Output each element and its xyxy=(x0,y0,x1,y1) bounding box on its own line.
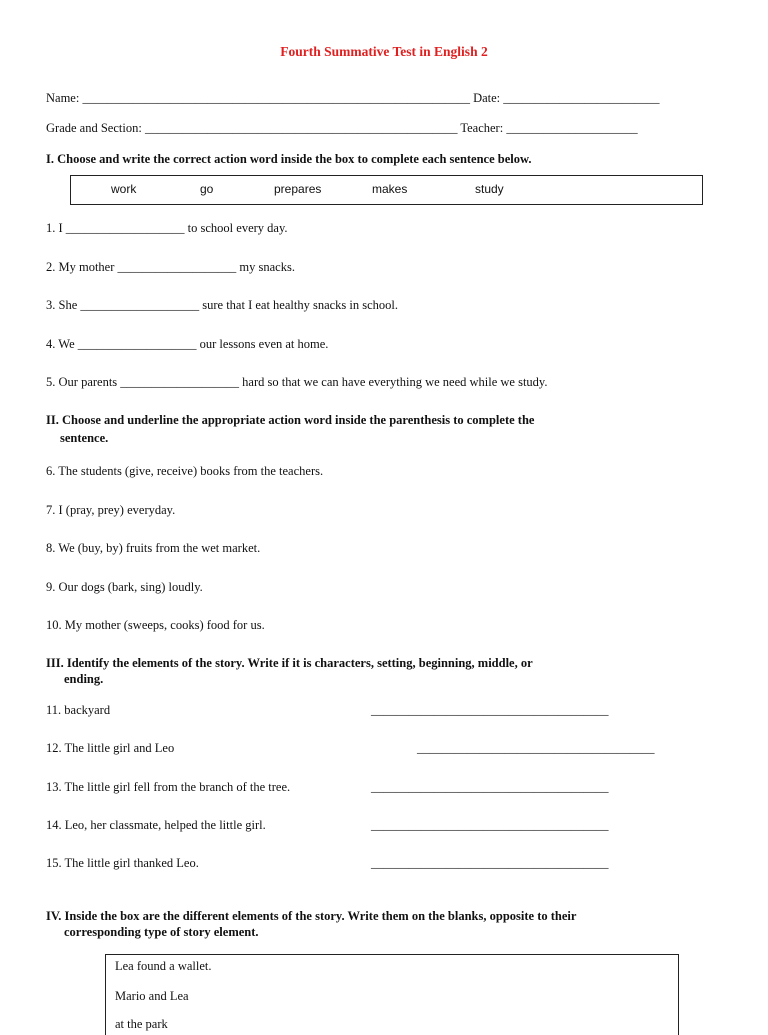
date-label: Date: xyxy=(473,91,501,105)
choice-work: work xyxy=(111,182,137,196)
grade-field xyxy=(46,121,638,136)
question-4[interactable]: 4. We ___________________ our lessons even at home. xyxy=(46,337,329,351)
story-element-3: at the park xyxy=(115,1017,168,1031)
section2-instruction-line2: sentence. xyxy=(60,431,109,445)
answer-blank-11[interactable]: ______________________________________ xyxy=(371,703,609,717)
question-12: 12. The little girl and Leo xyxy=(46,741,175,755)
word-choice-box xyxy=(70,175,703,205)
question-2[interactable]: 2. My mother ___________________ my snacks. xyxy=(46,260,295,274)
question-1[interactable]: 1. I ___________________ to school every day. xyxy=(46,221,288,235)
answer-blank-14[interactable]: ______________________________________ xyxy=(371,818,609,832)
grade-label: Grade and Section: xyxy=(46,121,142,135)
question-9[interactable]: 9. Our dogs (bark, sing) loudly. xyxy=(46,580,203,594)
question-5[interactable]: 5. Our parents ___________________ hard so that we can have everything we need while we study. xyxy=(46,375,548,389)
grade-blank[interactable]: __________________________________________________ xyxy=(144,121,458,135)
question-13: 13. The little girl fell from the branch of the tree. xyxy=(46,780,291,794)
question-15: 15. The little girl thanked Leo. xyxy=(46,856,199,870)
date-blank[interactable]: _________________________ xyxy=(503,91,660,105)
page-title: Fourth Summative Test in English 2 xyxy=(280,44,488,59)
story-element-2: Mario and Lea xyxy=(115,989,189,1003)
section3-instruction-line2: ending. xyxy=(64,672,104,686)
answer-blank-13[interactable]: ______________________________________ xyxy=(371,780,609,794)
question-3[interactable]: 3. She ___________________ sure that I eat healthy snacks in school. xyxy=(46,298,399,312)
teacher-label: Teacher: xyxy=(460,121,504,135)
question-10[interactable]: 10. My mother (sweeps, cooks) food for us. xyxy=(46,618,265,632)
question-8[interactable]: 8. We (buy, by) fruits from the wet market. xyxy=(46,541,261,555)
section1-instruction: I. Choose and write the correct action word inside the box to complete each sentence below. xyxy=(46,152,532,166)
teacher-blank[interactable]: _____________________ xyxy=(506,121,638,135)
answer-blank-12[interactable]: ______________________________________ xyxy=(417,741,655,755)
story-element-1: Lea found a wallet. xyxy=(115,959,212,973)
question-11: 11. backyard xyxy=(46,703,111,717)
answer-blank-15[interactable]: ______________________________________ xyxy=(371,856,609,870)
question-14: 14. Leo, her classmate, helped the little girl. xyxy=(46,818,266,832)
choice-prepares: prepares xyxy=(274,182,322,196)
section4-instruction-line1: IV. Inside the box are the different elements of the story. Write them on the blanks, opposite to their xyxy=(46,909,577,923)
section2-instruction-line1: II. Choose and underline the appropriate action word inside the parenthesis to complete the xyxy=(46,413,535,427)
question-6[interactable]: 6. The students (give, receive) books from the teachers. xyxy=(46,464,324,478)
section4-instruction-line2: corresponding type of story element. xyxy=(64,925,259,939)
name-field xyxy=(46,91,660,106)
question-7[interactable]: 7. I (pray, prey) everyday. xyxy=(46,503,176,517)
name-label: Name: xyxy=(46,91,80,105)
story-elements-box xyxy=(105,954,679,1035)
section3-instruction-line1: III. Identify the elements of the story. Write if it is characters, setting, beginning, middle, or xyxy=(46,656,533,670)
choice-go: go xyxy=(200,182,214,196)
name-blank[interactable]: ______________________________________________________________ xyxy=(82,91,470,105)
choice-makes: makes xyxy=(372,182,408,196)
choice-study: study xyxy=(475,182,504,196)
